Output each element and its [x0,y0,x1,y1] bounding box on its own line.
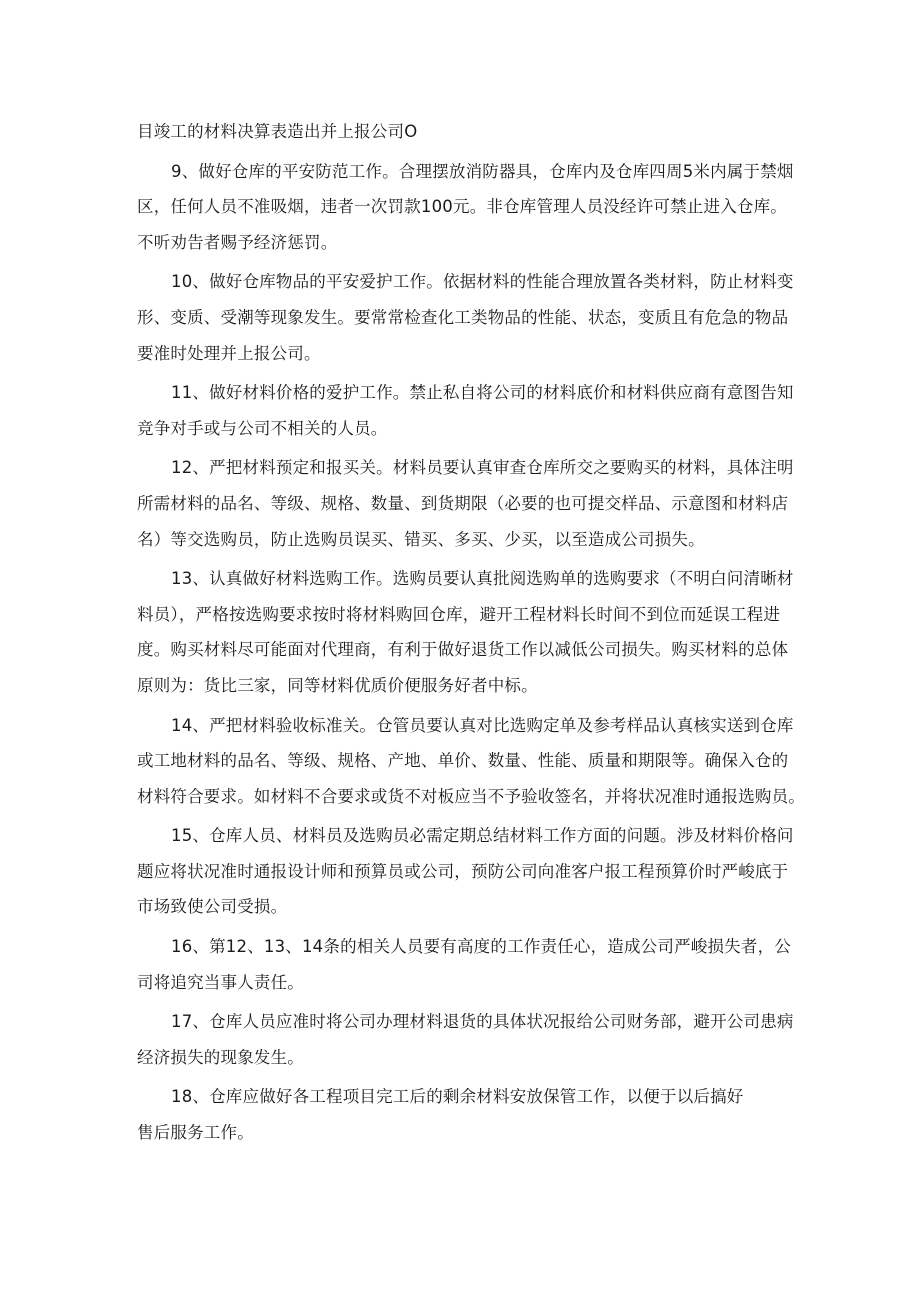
text-line: 竞争对手或与公司不相关的人员。 [137,418,388,438]
text-line: 名）等交选购员，防止选购员误买、错买、多买、少买，以至造成公司损失。 [137,529,705,549]
text-line: 或工地材料的品名、等级、规格、产地、单价、数量、性能、质量和期限等。确保入仓的 [137,751,789,771]
text-line: 度。购买材料尽可能面对代理商，有利于做好退货工作以减低公司损失。购买材料的总体 [137,640,789,660]
text-line: 原则为：货比三家，同等材料优质价便服务好者中标。 [137,675,538,695]
text-line: 14、严把材料验收标准关。仓管员要认真对比选购定单及参考样品认真核实送到仓库 [171,715,794,735]
text-line: 10、做好仓库物品的平安爱护工作。依据材料的性能合理放置各类材料，防止材料变 [171,272,794,292]
text-line: 材料符合要求。如材料不合要求或货不对板应当不予验收签名，并将状况准时通报选购员。 [137,786,805,806]
text-line: 售后服务工作。 [137,1123,254,1143]
text-line: 17、仓库人员应准时将公司办理材料退货的具体状况报给公司财务部，避开公司患病 [171,1012,794,1032]
text-line: 区，任何人员不准吸烟，违者一次罚款100元。非仓库管理人员没经许可禁止进入仓库。 [137,197,787,217]
text-line: 16、第12、13、14条的相关人员要有高度的工作责任心，造成公司严峻损失者，公 [171,937,791,957]
text-line: 司将追究当事人责任。 [137,972,304,992]
paragraph-8-tail [137,114,817,150]
text-line: 18、仓库应做好各工程项目完工后的剩余材料安放保管工作，以便于以后搞好 [171,1087,744,1107]
paragraph-11 [137,375,817,446]
text-line: 11、做好材料价格的爱护工作。禁止私自将公司的材料底价和材料供应商有意图告知 [171,383,794,403]
paragraph-15 [137,818,817,925]
text-line: 料员），严格按选购要求按时将材料购回仓库，避开工程材料长时间不到位而延误工程进 [137,604,781,624]
paragraph-16 [137,929,817,1000]
text-line: 13、认真做好材料选购工作。选购员要认真批阅选购单的选购要求（不明白问清晰材 [171,569,794,589]
text-line: 9、做好仓库的平安防范工作。合理摆放消防器具，仓库内及仓库四周5米内属于禁烟 [171,161,794,181]
text-line: 12、严把材料预定和报买关。材料员要认真审查仓库所交之要购买的材料，具体注明 [171,458,794,478]
text-line: 市场致使公司受损。 [137,897,288,917]
paragraph-12 [137,450,817,557]
text-line: 目竣工的材料决算表造出并上报公司O [137,122,418,141]
document-body [137,114,817,1155]
paragraph-13 [137,561,817,703]
text-line: 题应将状况准时通报设计师和预算员或公司，预防公司向准客户报工程预算价时严峻底于 [137,861,789,881]
text-line: 所需材料的品名、等级、规格、数量、到货期限（必要的也可提交样品、示意图和材料店 [137,493,789,513]
text-line: 15、仓库人员、材料员及选购员必需定期总结材料工作方面的问题。涉及材料价格问 [171,826,794,846]
paragraph-14 [137,708,817,815]
paragraph-9 [137,154,817,261]
text-line: 形、变质、受潮等现象发生。要常常检查化工类物品的性能、状态，变质且有危急的物品 [137,307,789,327]
text-line: 不听劝告者赐予经济惩罚。 [137,232,338,252]
text-line: 要准时处理并上报公司。 [137,343,321,363]
paragraph-18 [137,1079,817,1150]
paragraph-10 [137,264,817,371]
text-line: 经济损失的现象发生。 [137,1047,304,1067]
paragraph-17 [137,1004,817,1075]
